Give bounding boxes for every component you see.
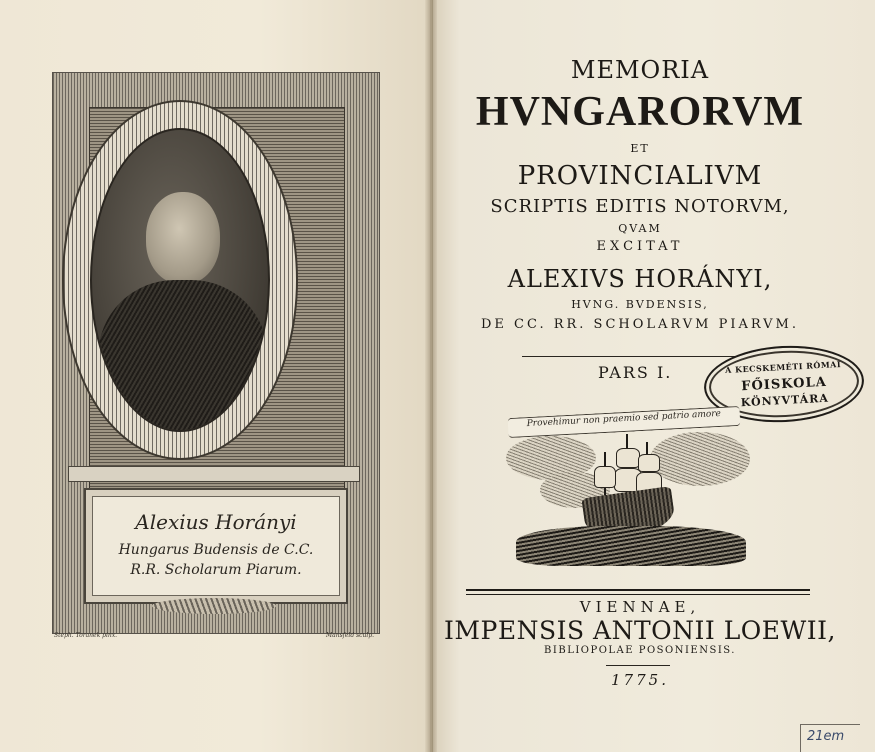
- ship-vignette: [500, 408, 760, 578]
- portrait-robe: [98, 280, 268, 432]
- cartouche-line-2: Hungarus Budensis de C.C.: [118, 542, 314, 558]
- imprint-bookseller: BIBLIOPOLAE POSONIENSIS.: [544, 645, 736, 656]
- handwritten-shelfmark: 21em: [800, 724, 860, 752]
- imprint-year: 1775.: [611, 671, 669, 689]
- author-name: ALEXIVS HORÁNYI,: [507, 265, 773, 293]
- ship-sail: [638, 454, 660, 472]
- engraving-credit-painter: Steph. Toranek pinx.: [54, 632, 118, 639]
- cartouche-line-3: R.R. Scholarum Piarum.: [130, 562, 302, 578]
- title-line-scriptis: SCRIPTIS EDITIS NOTORVM,: [490, 196, 790, 217]
- stamp-line-2: FŐISKOLA: [740, 374, 828, 395]
- laurel-wreath-ornament: [152, 598, 276, 614]
- author-origin: HVNG. BVDENSIS,: [571, 298, 709, 311]
- title-line-et: ET: [630, 142, 650, 155]
- sea-waves: [516, 526, 746, 566]
- title-line-quam: QVAM: [618, 222, 662, 235]
- ship-sail: [616, 448, 640, 468]
- portrait-image: [90, 128, 270, 432]
- year-divider: [606, 665, 670, 666]
- part-label: PARS I.: [598, 363, 673, 382]
- portrait-cartouche: [84, 488, 348, 604]
- cloud-shape: [650, 432, 750, 486]
- vignette-motto: Provehimur non praemio sed patrio amore: [526, 408, 722, 430]
- imprint-publisher: IMPENSIS ANTONII LOEWII,: [444, 616, 836, 645]
- imprint-city: VIENNAE,: [579, 598, 701, 616]
- portrait-oval-frame: [62, 100, 298, 460]
- stamp-line-3: KÖNYVTÁRA: [740, 391, 830, 410]
- engraving-credit-engraver: Mansfeld sculp.: [326, 632, 375, 639]
- cartouche-name: Alexius Horányi: [135, 510, 297, 534]
- title-divider: [522, 356, 740, 357]
- portrait-head: [146, 192, 220, 284]
- title-line-memoria: MEMORIA: [570, 56, 710, 84]
- book-gutter: [425, 0, 437, 752]
- title-line-excitat: EXCITAT: [596, 239, 684, 254]
- imprint-divider: [466, 589, 810, 595]
- author-order: DE CC. RR. SCHOLARVM PIARVM.: [480, 317, 800, 332]
- portrait-pedestal: [68, 466, 360, 482]
- ship-sail: [594, 466, 616, 488]
- stamp-line-1: A KECSKEMÉTI RÓMAI: [724, 358, 842, 376]
- title-line-provincialium: PROVINCIALIVM: [517, 161, 763, 191]
- title-line-hungarorum: HVNGARORVM: [475, 89, 805, 135]
